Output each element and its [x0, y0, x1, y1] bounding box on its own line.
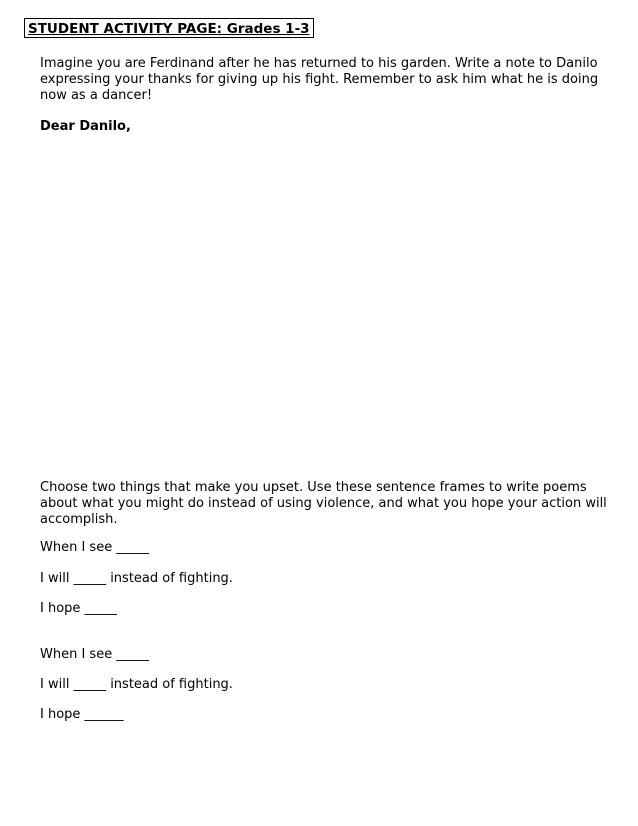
frame-1-line-3: I hope _____	[40, 601, 118, 616]
salutation: Dear Danilo,	[40, 119, 131, 134]
frame-1-line-2: I will _____ instead of fighting.	[40, 571, 233, 586]
frame-2-line-1: When I see _____	[40, 647, 149, 662]
frame-2-line-3: I hope ______	[40, 707, 124, 722]
poem-instructions: Choose two things that make you upset. Use these sentence frames to write poems about what you might do instead of using violence, and what you hope your action will accomplish.	[40, 480, 607, 527]
frame-1-line-1: When I see _____	[40, 540, 149, 555]
page-title: STUDENT ACTIVITY PAGE: Grades 1-3	[28, 21, 310, 37]
intro-instructions: Imagine you are Ferdinand after he has returned to his garden. Write a note to Danilo expressing your thanks for giving up his fight. Remember to ask him what he is doing now as a dancer!	[40, 56, 599, 103]
page-header-box	[24, 18, 314, 38]
frame-2-line-2: I will _____ instead of fighting.	[40, 677, 233, 692]
